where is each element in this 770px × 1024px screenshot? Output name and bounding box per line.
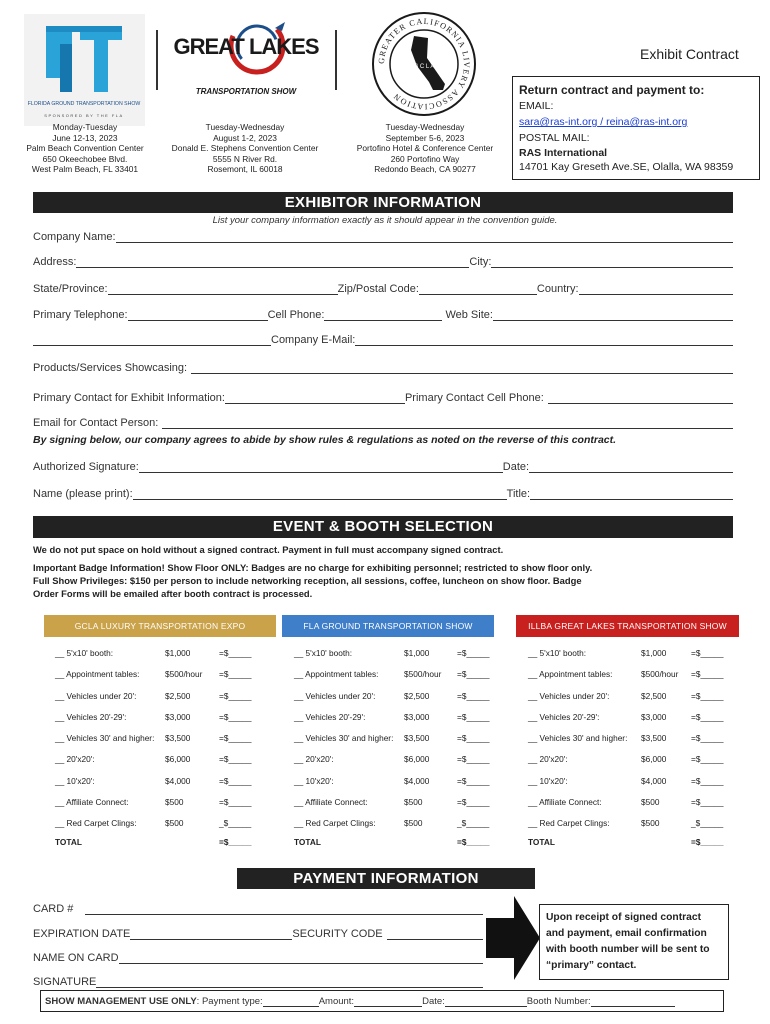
booth-option-price: $500 [165,818,184,829]
booth-option-row[interactable] [528,770,748,791]
card-label: CARD # [33,903,74,915]
show-days: Tuesday-Wednesday [205,122,285,132]
event-note-3: Full Show Privileges: $150 per person to include networking reception, all sessions, coffee, luncheon on show floor. Badge [33,575,582,586]
booth-option-label: __ Red Carpet Clings: [294,818,376,829]
return-contract-box [512,76,760,180]
booth-option-row[interactable] [528,812,748,833]
card-signature-label: SIGNATURE [33,976,97,988]
booth-option-label: __ Vehicles 30' and higher: [294,733,394,744]
booth-option-row[interactable] [294,642,514,663]
booth-option-price: $4,000 [641,775,667,786]
booth-option-row[interactable] [55,685,275,706]
zip-label: Zip/Postal Code: [337,283,419,295]
mgmt-label: SHOW MANAGEMENT USE ONLY [45,995,197,1007]
company-name: RAS International [519,147,608,159]
exhibitor-info-heading: EXHIBITOR INFORMATION [33,192,733,213]
illba-column-header: ILLBA GREAT LAKES TRANSPORTATION SHOW [516,615,739,637]
booth-option-amount-field[interactable]: =$_____ [457,733,490,744]
products-row [33,362,733,374]
booth-option-label: __ Vehicles 30' and higher: [55,733,155,744]
booth-option-amount-field[interactable]: =$_____ [219,648,252,658]
booth-option-row[interactable] [294,685,514,706]
signature-row [33,461,733,473]
zip-field[interactable] [419,284,537,295]
show-management-box [40,990,724,1012]
contact-cell-field[interactable] [548,393,733,404]
city-field[interactable] [491,257,733,268]
booth-option-label: __ Vehicles under 20': [294,690,376,701]
booth-option-amount-field[interactable]: =$_____ [457,690,490,701]
booth-option-row[interactable] [528,642,748,663]
booth-option-label: __ Vehicles 20'-29': [294,711,366,722]
primary-phone-field[interactable] [128,310,268,321]
booth-option-amount-field[interactable]: =$_____ [691,733,724,744]
state-label: State/Province: [33,283,108,295]
booth-option-label: __ 20'x20': [294,754,334,765]
total-label: TOTAL [55,836,82,847]
card-signature-row [33,976,483,988]
booth-option-price: $3,000 [165,711,191,722]
booth-option-price: $3,500 [641,733,667,744]
web-site-label: Web Site: [445,309,493,321]
booth-option-price: $500/hour [165,669,203,680]
booth-option-row[interactable] [294,748,514,769]
booth-option-amount-field[interactable]: =$_____ [457,797,490,808]
booth-option-amount-field[interactable]: =$_____ [219,669,252,680]
booth-option-label: __ Appointment tables: [294,669,379,680]
card-signature-field[interactable] [96,977,483,988]
booth-option-label: __ 10'x20': [528,775,568,786]
exhibitor-info-subheading: List your company information exactly as it should appear in the convention guide. [212,215,558,226]
amount-field[interactable] [354,996,422,1007]
show-info-great-lakes [160,122,330,175]
great-lakes-sub: TRANSPORTATION SHOW [195,87,297,96]
booth-option-price: $500/hour [404,669,442,680]
booth-option-price: $6,000 [641,754,667,765]
company-email-row [33,334,733,346]
booth-option-label: __ Vehicles under 20': [55,690,137,701]
security-code-field[interactable] [387,929,483,940]
booth-option-row[interactable] [294,812,514,833]
contact-email-row [33,417,733,429]
booth-option-price: $500/hour [641,669,679,680]
booth-option-label: __ Vehicles 30' and higher: [528,733,628,744]
booth-total-row [294,834,514,855]
company-email-label: Company E-Mail: [271,334,356,346]
cell-phone-label: Cell Phone: [267,309,325,321]
booth-option-price: $1,000 [641,648,667,658]
state-row [33,283,733,295]
expiration-field[interactable] [130,929,292,940]
cell-phone-field[interactable] [324,310,442,321]
booth-option-amount-field[interactable]: =$_____ [457,711,490,722]
company-email-pre-line [33,335,271,346]
products-field[interactable] [191,363,733,374]
postal-label: POSTAL MAIL: [519,132,590,144]
booth-option-label: __ Affiliate Connect: [294,797,368,808]
booth-option-row[interactable] [528,791,748,812]
gcla-logo [370,10,478,118]
right-arrow-icon [486,896,542,980]
booth-option-price: $500 [641,797,660,808]
booth-option-row[interactable] [55,770,275,791]
show-street: 650 Okeechobee Blvd. [42,153,128,164]
address-field[interactable] [76,257,469,268]
booth-option-label: __ 10'x20': [294,775,334,786]
booth-option-row[interactable] [294,791,514,812]
country-field[interactable] [579,284,734,295]
gcla-column-header: GCLA LUXURY TRANSPORTATION EXPO [44,615,276,637]
booth-option-amount-field[interactable]: =$_____ [691,669,724,680]
booth-option-label: __ Affiliate Connect: [528,797,602,808]
booth-option-amount-field[interactable]: =$_____ [691,690,724,701]
products-label: Products/Services Showcasing: [33,362,188,374]
contact-email-label: Email for Contact Person: [33,417,159,429]
company-name-field[interactable] [116,232,733,243]
gcla-initials: G C L A [413,64,435,70]
agreement-text: By signing below, our company agrees to abide by show rules & regulations as noted on the reverse of this contract. [33,434,617,446]
total-amount-field[interactable]: =$_____ [219,836,252,847]
booth-option-amount-field[interactable]: =$_____ [691,775,724,786]
amount-label: Amount: [318,995,355,1007]
signature-label: Authorized Signature: [33,461,139,473]
contact-cell-label: Primary Contact Cell Phone: [404,392,544,404]
booth-option-row[interactable] [528,685,748,706]
booth-total-row [528,834,748,855]
show-city: Rosemont, IL 60018 [207,164,283,174]
booth-option-row[interactable] [55,663,275,684]
phone-row [33,309,733,321]
show-city: Redondo Beach, CA 90277 [374,164,476,174]
contact-email-field[interactable] [162,418,733,429]
web-site-field[interactable] [493,310,733,321]
name-print-field[interactable] [133,489,507,500]
booth-option-amount-field[interactable]: =$_____ [219,711,252,722]
booth-option-price: $1,000 [165,648,191,658]
show-info-fla [20,122,150,175]
total-label: TOTAL [528,836,555,847]
booth-option-price: $6,000 [165,754,191,765]
booth-total-row [55,834,275,855]
booth-option-price: $1,000 [404,648,430,658]
show-days: Monday-Tuesday [52,122,118,132]
return-box-title: Return contract and payment to: [519,83,705,97]
show-street: 260 Portofino Way [390,153,460,164]
show-street: 5555 N River Rd. [212,153,278,164]
event-notes [33,543,733,600]
great-lakes-logo [173,18,319,100]
booth-option-label: __ Red Carpet Clings: [55,818,137,829]
booth-option-row[interactable] [294,727,514,748]
name-on-card-row [33,952,483,964]
email-link-reina[interactable]: reina@ras-int.org [606,116,688,128]
booth-option-label: __ Vehicles 20'-29': [528,711,600,722]
booth-option-row[interactable] [294,706,514,727]
fgts-logo [24,14,145,126]
gcla-ring-text: GREATER CALIFORNIA LIVERY ASSOCIATION [376,16,472,112]
booth-option-row[interactable] [528,663,748,684]
booth-option-label: __ Vehicles under 20': [528,690,610,701]
booth-option-row[interactable] [294,663,514,684]
event-booth-heading: EVENT & BOOTH SELECTION [33,516,733,538]
booth-option-row[interactable] [55,812,275,833]
country-label: Country: [536,283,579,295]
booth-option-row[interactable] [55,748,275,769]
booth-option-price: $2,500 [641,690,667,701]
booth-option-label: __ Red Carpet Clings: [528,818,610,829]
signature-field[interactable] [139,462,503,473]
divider [156,30,158,90]
booth-option-amount-field[interactable]: =$_____ [219,797,252,808]
booth-option-label: __ 20'x20': [55,754,95,765]
booth-option-label: __ 5'x10' booth: [294,648,353,658]
booth-option-price: $500 [165,797,184,808]
booth-option-price: $3,000 [641,711,667,722]
booth-option-price: $3,500 [165,733,191,744]
booth-option-label: __ 5'x10' booth: [528,648,587,658]
booth-option-amount-field[interactable]: =$_____ [219,733,252,744]
primary-contact-field[interactable] [225,393,405,404]
event-note-1: We do not put space on hold without a signed contract. Payment in full must accompany signed contract. [33,544,504,555]
email-label: EMAIL: [519,100,554,112]
show-dates: September 5-6, 2023 [385,132,465,143]
booth-option-row[interactable] [55,642,275,663]
state-field[interactable] [108,284,338,295]
booth-option-row[interactable] [528,727,748,748]
payment-type-label: : Payment type: [196,995,263,1007]
address-row [33,256,733,268]
total-amount-field[interactable]: =$_____ [457,836,490,847]
event-note-2: Important Badge Information! Show Floor ONLY: Badges are no charge for exhibiting personnel; restricted to show floor only. [33,562,593,573]
great-lakes-title: GREAT LAKES [173,34,319,59]
title-label: Title: [506,488,531,500]
name-on-card-label: NAME ON CARD [33,952,119,964]
booth-option-price: $500 [404,818,423,829]
primary-contact-label: Primary Contact for Exhibit Information: [33,392,225,404]
fgts-logo-sub: SPONSORED BY THE FLA [44,113,124,118]
email-links [519,114,753,130]
booth-option-amount-field[interactable]: =$_____ [457,669,490,680]
security-label: SECURITY CODE [292,928,383,940]
booth-option-amount-field[interactable]: =$_____ [219,754,252,765]
divider [335,30,337,90]
company-name-label: Company Name: [33,231,116,243]
booth-option-price: $6,000 [404,754,430,765]
mgmt-date-field[interactable] [445,996,527,1007]
total-amount-field[interactable]: =$_____ [691,836,724,847]
company-email-field[interactable] [355,335,733,346]
card-row [33,903,483,915]
expiration-row [33,928,483,940]
booth-option-amount-field[interactable]: =$_____ [691,711,724,722]
booth-option-amount-field[interactable]: =$_____ [219,690,252,701]
booth-option-price: $3,000 [404,711,430,722]
booth-option-amount-field[interactable]: =$_____ [691,648,724,658]
fgts-logo-text: FLORIDA GROUND TRANSPORTATION SHOW [27,101,141,107]
booth-number-field[interactable] [591,996,675,1007]
title-field[interactable] [530,489,733,500]
name-on-card-field[interactable] [119,953,483,964]
booth-option-amount-field[interactable]: =$_____ [457,754,490,765]
show-city: West Palm Beach, FL 33401 [31,164,139,174]
booth-option-amount-field[interactable]: =$_____ [457,775,490,786]
booth-option-amount-field[interactable]: =$_____ [691,797,724,808]
company-name-row [33,231,733,243]
booth-option-amount-field[interactable]: =$_____ [457,648,490,658]
document-title: Exhibit Contract [640,46,739,62]
booth-option-label: __ Vehicles 20'-29': [55,711,127,722]
email-separator: / [597,116,607,128]
booth-option-amount-field[interactable]: _$_____ [457,818,490,829]
confirmation-note: Upon receipt of signed contract and payment, email confirmation with booth number will be sent to “primary” contact. [539,904,729,980]
fla-column-header: FLA GROUND TRANSPORTATION SHOW [282,615,494,637]
date-field[interactable] [529,462,733,473]
name-print-label: Name (please print): [33,488,133,500]
show-days: Tuesday-Wednesday [385,122,465,132]
email-link-sara[interactable]: sara@ras-int.org [519,116,598,128]
payment-info-heading: PAYMENT INFORMATION [237,868,535,889]
mgmt-date-label: Date: [422,995,445,1007]
booth-option-label: __ 20'x20': [528,754,568,765]
address-label: Address: [33,256,77,268]
booth-option-amount-field[interactable]: _$_____ [691,818,724,829]
booth-option-label: __ 10'x20': [55,775,95,786]
booth-option-amount-field[interactable]: =$_____ [219,775,252,786]
payment-type-field[interactable] [263,996,319,1007]
booth-option-row[interactable] [55,791,275,812]
show-venue: Palm Beach Convention Center [26,143,144,153]
booth-option-label: __ Affiliate Connect: [55,797,129,808]
postal-address: 14701 Kay Greseth Ave.SE, Olalla, WA 98359 [519,161,734,173]
booth-option-label: __ 5'x10' booth: [55,648,114,658]
gcla-booth-column [55,642,275,855]
show-dates: June 12-13, 2023 [52,132,118,143]
booth-number-label: Booth Number: [526,995,591,1007]
booth-option-row[interactable] [294,770,514,791]
fla-booth-column [294,642,514,855]
primary-contact-row [33,392,733,404]
booth-option-price: $2,500 [404,690,430,701]
primary-phone-label: Primary Telephone: [33,309,128,321]
name-print-row [33,488,733,500]
booth-option-row[interactable] [55,727,275,748]
booth-option-price: $2,500 [165,690,191,701]
city-label: City: [469,256,492,268]
booth-option-price: $500 [641,818,660,829]
show-dates: August 1-2, 2023 [213,132,277,143]
show-venue: Donald E. Stephens Convention Center [171,143,319,153]
illba-booth-column [528,642,748,855]
booth-option-row[interactable] [528,748,748,769]
date-label: Date: [502,461,530,473]
booth-option-row[interactable] [55,706,275,727]
total-label: TOTAL [294,836,321,847]
booth-option-label: __ Appointment tables: [55,669,140,680]
show-venue: Portofino Hotel & Conference Center [356,143,494,153]
booth-option-amount-field[interactable]: _$_____ [219,818,252,829]
booth-option-price: $4,000 [404,775,430,786]
fgts-logo-mark [24,14,145,126]
booth-option-price: $500 [404,797,423,808]
booth-option-price: $4,000 [165,775,191,786]
event-note-4: Order Forms will be emailed after booth contract is processed. [33,588,313,599]
booth-option-amount-field[interactable]: =$_____ [691,754,724,765]
card-number-field[interactable] [85,904,483,915]
booth-option-row[interactable] [528,706,748,727]
booth-option-label: __ Appointment tables: [528,669,613,680]
expiration-label: EXPIRATION DATE [33,928,131,940]
show-info-gcla [345,122,505,175]
booth-option-price: $3,500 [404,733,430,744]
